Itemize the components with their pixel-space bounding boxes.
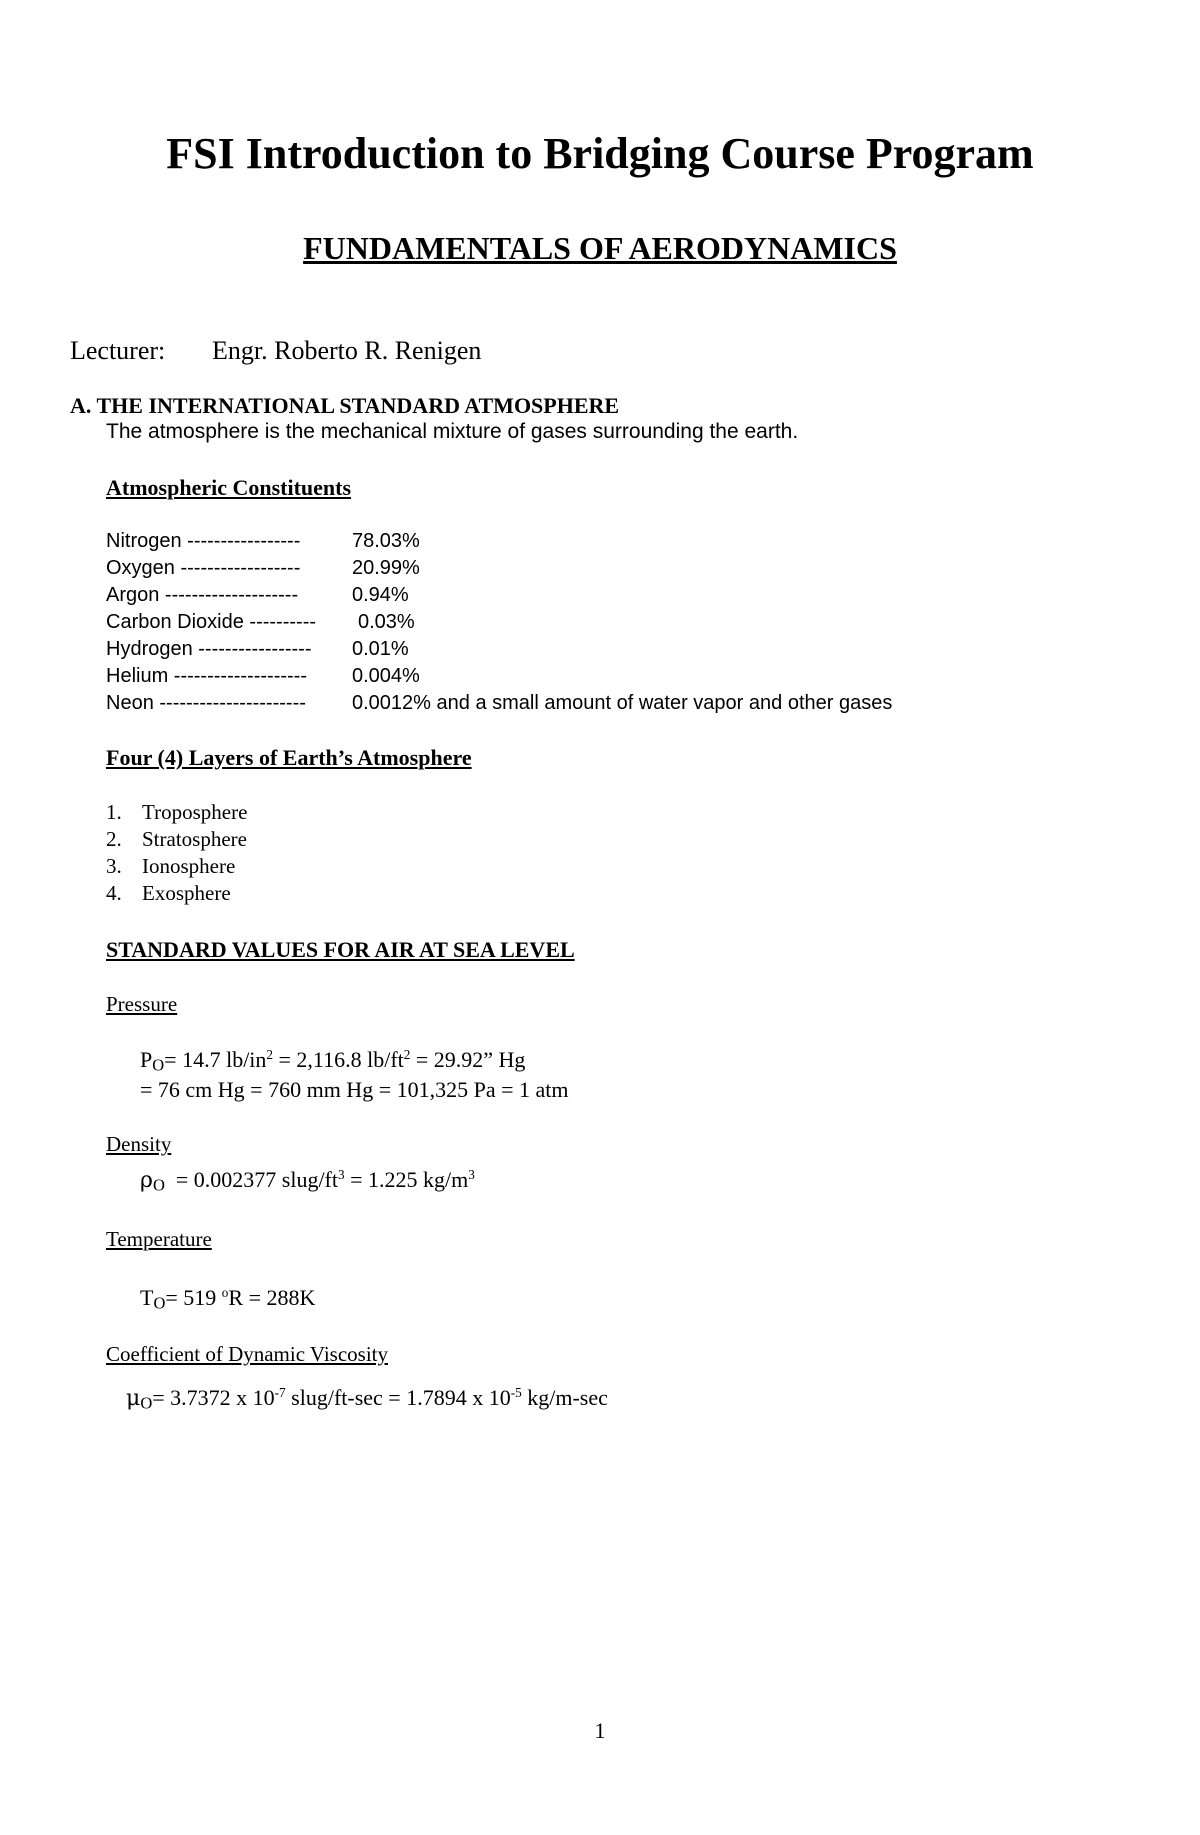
standard-values-heading: STANDARD VALUES FOR AIR AT SEA LEVEL — [106, 937, 575, 962]
formula-text: slug/ft-sec = 1.7894 x 10 — [285, 1385, 511, 1410]
list-label: Exosphere — [142, 881, 231, 905]
viscosity-subscript: O — [140, 1393, 153, 1413]
list-label: Troposphere — [142, 800, 248, 824]
formula-text: R = 288K — [228, 1285, 316, 1310]
list-number: 1. — [106, 800, 122, 824]
constituent-name: Argon -------------------- — [106, 584, 299, 606]
list-item — [106, 827, 247, 852]
lecturer-label: Lecturer: — [70, 336, 166, 365]
section-a-description: The atmosphere is the mechanical mixture of gases surrounding the earth. — [106, 420, 799, 443]
constituent-value: 0.004% — [352, 665, 420, 687]
formula-superscript: 2 — [266, 1047, 274, 1063]
formula-text: kg/m-sec — [521, 1385, 608, 1410]
viscosity-formula — [126, 1385, 608, 1411]
constituent-name: Nitrogen ----------------- — [106, 530, 301, 552]
pressure-heading: Pressure — [106, 992, 178, 1016]
constituent-name: Helium -------------------- — [106, 665, 307, 687]
layers-heading: Four (4) Layers of Earth’s Atmosphere — [106, 745, 472, 770]
constituent-value: 0.94% — [352, 584, 409, 606]
temperature-formula — [140, 1285, 315, 1311]
rho-symbol: ρ — [140, 1168, 153, 1193]
constituent-name: Carbon Dioxide ---------- — [106, 611, 317, 633]
list-number: 4. — [106, 881, 122, 905]
formula-text: = 3.7372 x 10 — [152, 1385, 275, 1410]
formula-text: = 0.002377 slug/ft — [164, 1167, 338, 1192]
constituent-name: Neon ---------------------- — [106, 692, 306, 714]
formula-superscript: 2 — [403, 1047, 411, 1063]
constituent-name: Oxygen ------------------ — [106, 557, 301, 579]
formula-text: = 2,116.8 lb/ft — [273, 1047, 404, 1072]
constituent-value: 0.01% — [352, 638, 409, 660]
document-subtitle: FUNDAMENTALS OF AERODYNAMICS — [303, 230, 897, 266]
pressure-formula-line-1 — [140, 1047, 525, 1073]
lecturer-name: Engr. Roberto R. Renigen — [212, 336, 482, 365]
section-a-heading: A. THE INTERNATIONAL STANDARD ATMOSPHERE — [70, 393, 620, 418]
temperature-heading: Temperature — [106, 1227, 212, 1251]
constituent-value: 20.99% — [352, 557, 420, 579]
constituent-value: 0.0012% and a small amount of water vapor and other gases — [352, 692, 893, 714]
document-title: FSI Introduction to Bridging Course Program — [166, 129, 1034, 178]
constituents-heading: Atmospheric Constituents — [106, 475, 352, 500]
list-item — [106, 854, 235, 879]
constituent-value: 78.03% — [352, 530, 420, 552]
list-number: 3. — [106, 854, 122, 878]
list-label: Ionosphere — [142, 854, 236, 878]
list-item — [106, 800, 247, 825]
pressure-formula-line-2: = 76 cm Hg = 760 mm Hg = 101,325 Pa = 1 atm — [140, 1077, 569, 1102]
list-number: 2. — [106, 827, 122, 851]
formula-text: = 1.225 kg/m — [344, 1167, 469, 1192]
pressure-subscript: O — [152, 1055, 165, 1075]
mu-symbol: μ — [126, 1386, 141, 1411]
list-item — [106, 881, 231, 906]
formula-superscript: -5 — [510, 1385, 522, 1401]
formula-superscript: 3 — [468, 1167, 475, 1183]
temperature-symbol: T — [140, 1285, 154, 1310]
viscosity-heading: Coefficient of Dynamic Viscosity — [106, 1342, 388, 1366]
formula-text: = 519 — [165, 1285, 222, 1310]
constituent-name: Hydrogen ----------------- — [106, 638, 312, 660]
degree-superscript: o — [221, 1285, 229, 1301]
density-subscript: O — [152, 1175, 165, 1195]
formula-superscript: 3 — [338, 1167, 345, 1183]
density-heading: Density — [106, 1132, 172, 1156]
density-formula — [140, 1167, 475, 1193]
temperature-subscript: O — [153, 1293, 166, 1313]
list-label: Stratosphere — [142, 827, 247, 851]
page-number: 1 — [594, 1718, 606, 1743]
pressure-symbol: P — [140, 1047, 153, 1072]
formula-superscript: -7 — [274, 1385, 286, 1401]
formula-text: = 29.92” Hg — [410, 1047, 526, 1072]
formula-text: = 14.7 lb/in — [164, 1047, 267, 1072]
constituent-value: 0.03% — [358, 611, 415, 633]
